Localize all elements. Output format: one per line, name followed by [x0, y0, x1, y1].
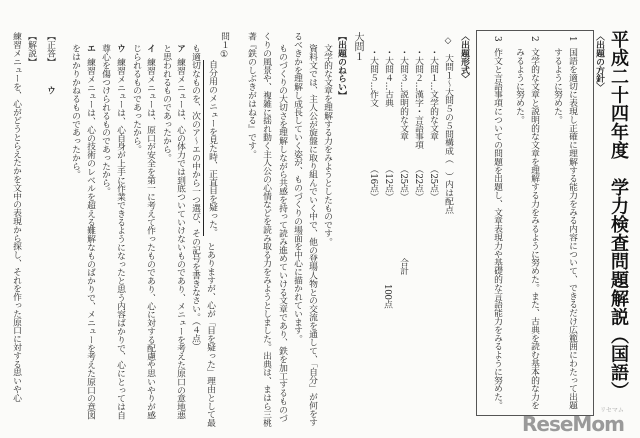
policy-1-line: 国語を適切に表現し正確に理解する能力をみる内容について、できるだけ広範囲にわたって出題: [567, 48, 577, 410]
option-key: ア: [175, 44, 185, 53]
aim-line: 資料文では、主人公が旋盤に取り組んでいく中で、他の登場人物との交流を通して、「自分」が何をす: [307, 44, 317, 426]
answer-value: ウ: [45, 86, 55, 95]
explanation-label: 【解説】: [26, 32, 36, 66]
aim-line: くりの風景や、複雑に揺れ動く主人公の心情などを読み取る力をみようとしました。出典は、まはら三桃: [261, 32, 271, 427]
option-line: と思われるものであったから。: [161, 44, 171, 162]
aim-line: 著『鉄のしぶきがはねる』です。: [246, 32, 256, 158]
format-item: ・大問５…作文: [368, 48, 378, 107]
page-title: 平成二十四年度 学力検査問題解説（国語）: [608, 30, 629, 400]
resemom-logo: [522, 407, 624, 436]
option-line: じられるものであったから。: [131, 44, 141, 154]
logo-text: ReseMom: [522, 412, 624, 436]
question-text: も適切なものを、次のア～エの中から一つ選び、その記号を書きなさい。（４点）: [190, 44, 200, 351]
format-points: （12点）: [383, 165, 393, 201]
option-key: イ: [145, 44, 155, 53]
option-line: 尊心を傷つけられるものであったから。: [100, 44, 110, 196]
format-points: （16点）: [368, 165, 378, 201]
option-line: をはかりかねるものであったから。: [70, 44, 80, 179]
aim-line: るべきかを理解し成長していく姿が、ものづくりの場面を中心に描かれています。: [292, 32, 302, 343]
policy-1-line: するように努めた。: [552, 48, 562, 124]
total-value: 100点: [382, 284, 392, 308]
format-label: 〈出題形式〉: [459, 32, 469, 83]
aim-line: 文学的な文章を理解する力をみようとしたものです。: [322, 44, 332, 246]
format-intro: ◇ 大問１～大問５の５問構成（ ）内は配点: [443, 36, 453, 214]
format-item: ・大問３…説明的な文章: [398, 48, 408, 141]
option-key: エ: [85, 44, 95, 53]
question-quote: 自分用のメニューを見た時、正直目を疑った。: [203, 60, 219, 236]
question-marker: ①: [219, 50, 229, 60]
format-item: ・大問４…古典: [383, 48, 393, 107]
format-points: （25点）: [398, 165, 408, 201]
policy-num-1: 1: [567, 36, 577, 42]
option-line: 練習メニューは、心自身が上手に作業できるようになったと思う内容ばかりで、心にとっては自: [115, 58, 125, 420]
format-item: ・大問１…文学的な文章: [428, 48, 438, 141]
option-line: 練習メニューは、心の体力では到底ついていけないものであり、メニューを考えた原口の意地悪: [175, 58, 185, 420]
option-key: ウ: [115, 44, 125, 53]
explanation-line: 練習メニューを、心がどうとらえたかを文中の表現から探し、それを作った原口に対する思いや心: [11, 32, 21, 402]
aim-line: ものづくりの大切さを理解しながら共感を持って読み進めていける文章であり、鉄を加工するものづ: [277, 44, 287, 422]
policy-num-3: 3: [492, 36, 502, 42]
logo-subtext: リセマム: [599, 407, 624, 414]
policy-3-line: 作文と言語事項についての問題を出題し、文章表現力や基礎的な言語能力をみるように努めた。: [492, 48, 502, 410]
format-points: （22点）: [413, 165, 423, 201]
format-points: （25点）: [428, 165, 438, 201]
total-label: 合計: [398, 258, 408, 275]
policy-2-line: 文学的な文章と説明的な文章を理解する力をみるように努めた。また、古典を読む基本的な力を: [529, 48, 539, 410]
answer-label: 【正答】: [45, 32, 55, 66]
policy-2-line: みるように努めた。: [514, 48, 524, 124]
policy-label: 〈出題の方針〉: [594, 32, 604, 91]
policy-num-2: 2: [529, 36, 539, 42]
option-line: 練習メニューは、原口が安全を第一に考えて作ったものであり、心に対する配慮や思いやりが感: [145, 58, 155, 420]
format-item: ・大問２…漢字・言語事項: [413, 48, 423, 149]
section-heading: 大問１: [352, 32, 363, 61]
question-label: 問１: [219, 32, 229, 49]
option-line: 練習メニューは、心の技術のレベルを超える難解なものばかりで、メニューを考えた原口の意図: [85, 58, 95, 420]
question-text: とありますが、心が「目を疑った」理由として最: [205, 242, 215, 427]
aim-label: 【出題のねらい】: [336, 32, 346, 100]
